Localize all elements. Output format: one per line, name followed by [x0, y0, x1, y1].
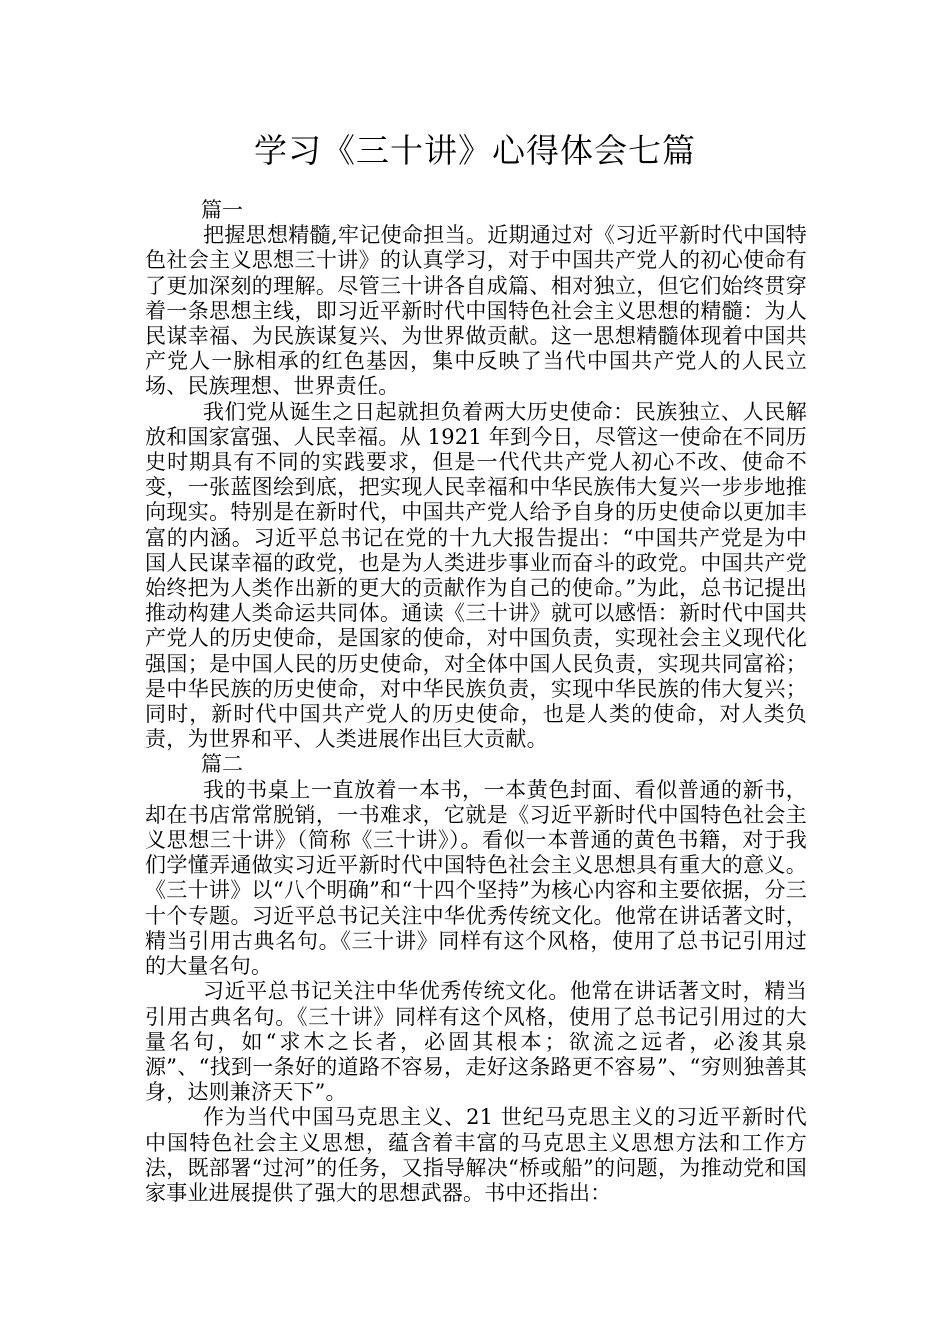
- paragraph: 把握思想精髓,牢记使命担当。近期通过对《习近平新时代中国特色社会主义思想三十讲》的认真学习，对于中国共产党人的初心使命有了更加深刻的理解。尽管三十讲各自成篇、相对独立，但它们始终贯穿着一条思想主线，即习近平新时代中国特色社会主义思想的精髓：为人民谋幸福、为民族谋复兴、为世界做贡献。这一思想精髓体现着中国共产党人一脉相承的红色基因，集中反映了当代中国共产党人的人民立场、民族理想、世界责任。: [145, 223, 807, 399]
- paragraph: 我的书桌上一直放着一本书，一本黄色封面、看似普通的新书，却在书店常常脱销，一书难求，它就是《习近平新时代中国特色社会主义思想三十讲》（简称《三十讲》）。看似一本普通的黄色书籍，对于我们学懂弄通做实习近平新时代中国特色社会主义思想具有重大的意义。《三十讲》以“八个明确”和“十四个坚持”为核心内容和主要依据，分三十个专题。习近平总书记关注中华优秀传统文化。他常在讲话著文时，精当引用古典名句。《三十讲》同样有这个风格，使用了总书记引用过的大量名句。: [145, 777, 807, 979]
- section-1: [145, 198, 807, 752]
- section-heading: 篇二: [201, 752, 243, 777]
- section-2: [145, 752, 807, 1206]
- document-title: 学习《三十讲》心得体会七篇: [254, 131, 696, 170]
- document-body: [145, 198, 807, 1206]
- paragraph: 我们党从诞生之日起就担负着两大历史使命：民族独立、人民解放和国家富强、人民幸福。从 1921 年到今日，尽管这一使命在不同历史时期具有不同的实践要求，但是一代代共产党人初心不改、使命不变，一张蓝图绘到底，把实现人民幸福和中华民族伟大复兴一步步地推向现实。特别是在新时代，中国共产党人给予自身的历史使命以更加丰富的内涵。习近平总书记在党的十九大报告提出：“中国共产党是为中国人民谋幸福的政党，也是为人类进步事业而奋斗的政党。中国共产党始终把为人类作出新的更大的贡献作为自己的使命。”为此，总书记提出推动构建人类命运共同体。通读《三十讲》就可以感悟：新时代中国共产党人的历史使命，是国家的使命，对中国负责，实现社会主义现代化强国；是中国人民的历史使命，对全体中国人民负责，实现共同富裕；是中华民族的历史使命，对中华民族负责，实现中华民族的伟大复兴；同时，新时代中国共产党人的历史使命，也是人类的使命，对人类负责，为世界和平、人类进展作出巨大贡献。: [145, 399, 807, 752]
- paragraph: 作为当代中国马克思主义、21 世纪马克思主义的习近平新时代中国特色社会主义思想，蕴含着丰富的马克思主义思想方法和工作方法，既部署“过河”的任务，又指导解决“桥或船”的问题，为推动党和国家事业进展提供了强大的思想武器。书中还指出：: [145, 1105, 807, 1205]
- section-heading: 篇一: [201, 198, 243, 222]
- paragraph: 习近平总书记关注中华优秀传统文化。他常在讲话著文时，精当引用古典名句。《三十讲》同样有这个风格，使用了总书记引用过的大量名句，如“求木之长者，必固其根本；欲流之远者，必浚其泉源”、“找到一条好的道路不容易，走好这条路更不容易”、“穷则独善其身，达则兼济天下”。: [145, 979, 807, 1105]
